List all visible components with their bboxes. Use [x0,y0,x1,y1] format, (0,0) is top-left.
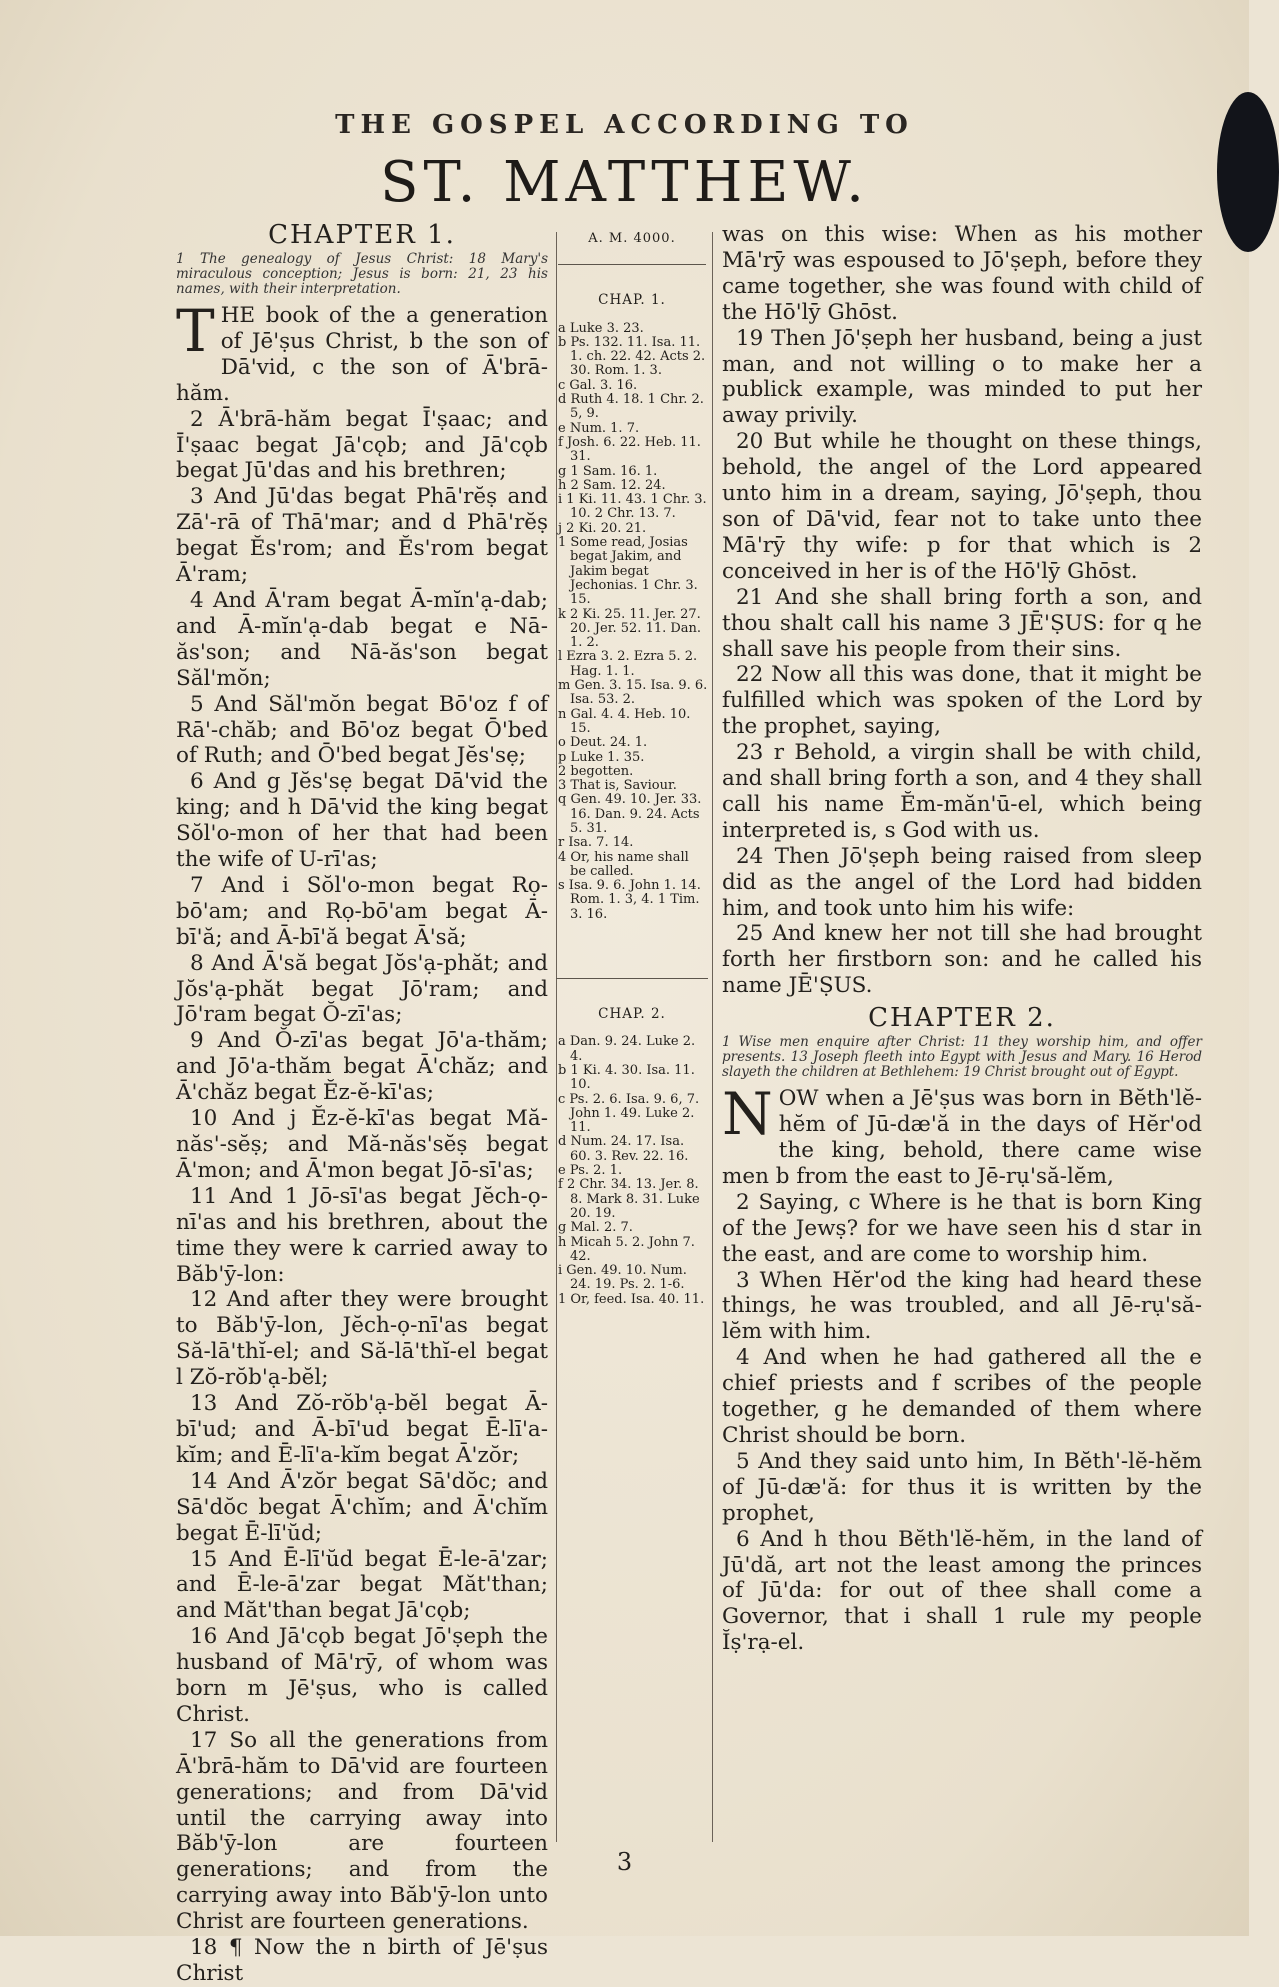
verse: 8 And Ā'să begat Jŏs'ạ-phăt; and Jŏs'ạ-phăt begat Jō'ram; and Jō'ram begat Ŏ-zī'as; [176,950,548,1028]
verse: 3 When Hĕr'od the king had heard these things, he was troubled, and all Jē-rụ'să-lĕm with him. [722,1267,1202,1345]
chapter-1-heading: CHAPTER 1. [268,220,456,250]
reference: e Ps. 2. 1. [558,1163,623,1179]
reference: j 2 Ki. 20. 21. [558,520,647,536]
reference: 1 Some read, Josias begat Jakim, and Jakim begat Jechonias. 1 Chr. 3. 15. [558,535,698,608]
verse: 24 Then Jō'ṣeph being raised from sleep did as the angel of the Lord had bidden him, and took unto him his wife: [722,843,1202,921]
reference: n Gal. 4. 4. Heb. 10. 15. [558,706,691,736]
column-rule-right [712,232,713,1842]
reference: m Gen. 3. 15. Isa. 9. 6. Isa. 53. 2. [558,678,708,708]
verse: 6 And g Jĕs'sẹ begat Dā'vid the king; and h Dā'vid the king begat Sŏl'o-mon of her that had been the wife of U-rī'as; [176,769,548,873]
verse: 17 So all the generations from Ā'brā-hăm to Dā'vid are fourteen generations; and from Dā'vid until the carrying away into Băb'ȳ-lon are fourteen generations; and from the carrying away into Băb'ȳ-lon unto Christ are fourteen generations. [176,1727,548,1935]
reference: p Luke 1. 35. [558,749,645,765]
chapter-2-heading: CHAPTER 2. [868,1003,1056,1034]
right-column [722,222,1202,1862]
reference: d Ruth 4. 18. 1 Chr. 2. 5, 9. [558,392,704,422]
verse: 13 And Zŏ-rŏb'ạ-bĕl begat Ā-bī'ud; and Ā-bī'ud begat Ē-lī'a-kĭm; and Ē-lī'a-kĭm begat Ā'zŏr; [176,1391,548,1468]
verse: was on this wise: When as his mother Mā'rȳ was espoused to Jō'ṣeph, before they came together, she was found with child of the Hō'lȳ Ghōst. [722,222,1202,325]
cross-references [556,232,708,1852]
running-head: THE GOSPEL ACCORDING TO [335,110,914,140]
margin-divider [556,922,708,979]
verse: 4 And Ā'ram begat Ā-mĭn'ạ-dab; and Ā-mĭn'ạ-dab begat e Nā-ăs'son; and Nā-ăs'son begat Săl'mŏn; [176,587,548,691]
verse: 15 And Ē-lī'ŭd begat Ē-le-ā'zar; and Ē-le-ā'zar begat Măt'than; and Măt'than begat Jā'cǫb; [176,1546,548,1624]
drop-cap: N [722,1080,773,1149]
verse: 12 And after they were brought to Băb'ȳ-lon, Jĕch-ọ-nī'as begat Să-lā'thĭ-el; and Să-lā'thĭ-el begat l Zŏ-rŏb'ạ-bĕl; [176,1287,548,1391]
chap-2-label: CHAP. 2. [598,1006,666,1023]
verse: 10 And j Ĕz-ĕ-kī'as begat Mă-năs'-sĕṣ; and Mă-năs'sĕṣ begat Ā'mon; and Ā'mon begat Jō-sī'as; [176,1106,548,1183]
verse: 18 ¶ Now the n birth of Jē'ṣus Christ [176,1935,548,1986]
reference: h Micah 5. 2. John 7. 42. [558,1234,695,1264]
reference: i Gen. 49. 10. Num. 24. 19. Ps. 2. 1-6. [558,1263,687,1293]
verse: 4 And when he had gathered all the e chief priests and f scribes of the people together, g he demanded of them where Christ should be born. [722,1345,1202,1448]
verse-1 [176,297,548,407]
verse-text: OW when a Jē'ṣus was born in Bĕth'lĕ-hĕm of Jū-dæ'ă in the days of Hĕr'od the king, behold, there came wise men b from the east to Jē-rụ'să-lĕm, [722,1086,1202,1189]
reference: l Ezra 3. 2. Ezra 5. 2. Hag. 1. 1. [558,649,698,679]
verse: 5 And Săl'mŏn begat Bō'oz f of Rā'-chăb; and Bō'oz begat Ō'bed of Ruth; and Ō'bed begat Jĕs'sẹ; [176,691,548,769]
reference: c Gal. 3. 16. [558,377,638,393]
reference: f Josh. 6. 22. Heb. 11. 31. [558,434,701,465]
book-title: ST. MATTHEW. [380,150,869,215]
reference: r Isa. 7. 14. [558,835,634,851]
verse: 9 And Ŏ-zī'as begat Jō'a-thăm; and Jō'a-thăm begat Ā'chăz; and Ā'chăz begat Ĕz-ĕ-kī'as; [176,1028,548,1106]
verse: 20 But while he thought on these things, behold, the angel of the Lord appeared unto him in a dream, saying, Jō'ṣeph, thou son of Dā'vid, fear not to take unto thee Mā'rȳ thy wife: p for that which is 2 conceived in her is of the Hō'lȳ Ghōst. [722,429,1202,584]
drop-cap: T [176,297,215,365]
verse: 2 Ā'brā-hăm begat Ī'ṣaac; and Ī'ṣaac begat Jā'cǫb; and Jā'cǫb begat Jū'das and his brethren; [176,406,548,484]
verse: 16 And Jā'cǫb begat Jō'ṣeph the husband of Mā'rȳ, of whom was born m Jē'ṣus, who is called Christ. [176,1624,548,1727]
verse: 3 And Jū'das begat Phā'rĕṣ and Zā'-rā of Thā'mar; and d Phā'rĕṣ begat Ĕs'rom; and Ĕs'rom begat Ā'ram; [176,484,548,588]
left-column [176,220,548,1986]
reference: a Dan. 9. 24. Luke 2. 4. [558,1034,696,1064]
chapter-2-summary: 1 Wise men enquire after Christ: 11 they worship him, and offer presents. 13 Joseph fleeth into Egypt with Jesus and Mary. 16 Herod slayeth the children at Bethlehem: 19 Christ brought out of Egypt. [722,1034,1202,1081]
reference: s Isa. 9. 6. John 1. 14. Rom. 1. 3, 4. 1 Tim. 3. 16. [558,878,701,922]
verse: 19 Then Jō'ṣeph her husband, being a just man, and not willing o to make her a publick example, was minded to put her away privily. [722,325,1202,429]
verse: 11 And 1 Jō-sī'as begat Jĕch-ọ-nī'as and his brethren, about the time they were k carried away to Băb'ȳ-lon: [176,1183,548,1287]
verse: 7 And i Sŏl'o-mon begat Rọ-bō'am; and Rọ-bō'am begat Ā-bī'ă; and Ā-bī'ă begat Ā'să; [176,872,548,950]
chapter-2-verse-1 [722,1080,1202,1190]
verse: 21 And she shall bring forth a son, and thou shalt call his name 3 JĒ'ṢUS: for q he shall save his people from their sins. [722,584,1202,662]
verse: 14 And Ā'zŏr begat Sā'dŏc; and Sā'dŏc begat Ā'chĭm; and Ā'chĭm begat Ē-lī'ŭd; [176,1468,548,1546]
chap-1-label: CHAP. 1. [598,292,666,309]
reference: q Gen. 49. 10. Jer. 33. 16. Dan. 9. 24. Acts 5. 31. [558,792,702,836]
verse: 23 r Behold, a virgin shall be with child, and shall bring forth a son, and 4 they shall call his name Ĕm-măn'ū-el, which being interpreted is, s God with us. [722,740,1202,843]
reference: g 1 Sam. 16. 1. [558,463,658,479]
reference: 4 Or, his name shall be called. [558,849,689,879]
verse: 25 And knew her not till she had brought forth her firstborn son: and he called his name JĒ'ṢUS. [722,921,1202,999]
verse: 6 And h thou Bĕth'lĕ-hĕm, in the land of Jū'dă, art not the least among the princes of Jū'da: for out of thee shall come a Governor, that i shall 1 rule my people Ĭṣ'rạ-el. [722,1526,1202,1656]
reference: i 1 Ki. 11. 43. 1 Chr. 3. 10. 2 Chr. 13. 7. [558,492,707,522]
reference: a Luke 3. 23. [558,320,644,336]
page-number: 3 [616,1848,633,1876]
reference: f 2 Chr. 34. 13. Jer. 8. 8. Mark 8. 31. Luke 20. 19. [558,1177,700,1221]
anno-mundi: A. M. 4000. [588,231,676,246]
reference: k 2 Ki. 25. 11. Jer. 27. 20. Jer. 52. 11. Dan. 1. 2. [558,606,702,651]
verse: 5 And they said unto him, In Bĕth'-lĕ-hĕm of Jū-dæ'ă: for thus it is written by the prophet, [722,1448,1202,1526]
reference: 2 begotten. [558,763,634,779]
reference: b Ps. 132. 11. Isa. 11. 1. ch. 22. 42. Acts 2. 30. Rom. 1. 3. [558,334,706,379]
verse: 2 Saying, c Where is he that is born King of the Jewṣ? for we have seen his d star in the east, and are come to worship him. [722,1189,1202,1267]
margin-divider [558,264,706,265]
verse-1-text: HE book of the a generation of Jē'ṣus Christ, b the son of Dā'vid, c the son of Ā'brā-hăm. [176,303,548,406]
reference: b 1 Ki. 4. 30. Isa. 11. 10. [558,1062,695,1093]
reference: c Ps. 2. 6. Isa. 9. 6, 7. John 1. 49. Luke 2. 11. [558,1091,700,1136]
chapter-1-summary: 1 The genealogy of Jesus Christ: 18 Mary's miraculous conception; Jesus is born: 21, 23 his names, with their interpretation. [176,251,548,297]
reference: g Mal. 2. 7. [558,1220,633,1236]
reference: o Deut. 24. 1. [558,735,648,751]
reference: h 2 Sam. 12. 24. [558,477,666,493]
reference: d Num. 24. 17. Isa. 60. 3. Rev. 22. 16. [558,1134,689,1164]
reference: e Num. 1. 7. [558,420,640,436]
reference: 1 Or, feed. Isa. 40. 11. [558,1291,705,1307]
verse: 22 Now all this was done, that it might be fulfilled which was spoken of the Lord by the prophet, saying, [722,662,1202,740]
reference: 3 That is, Saviour. [558,778,677,794]
